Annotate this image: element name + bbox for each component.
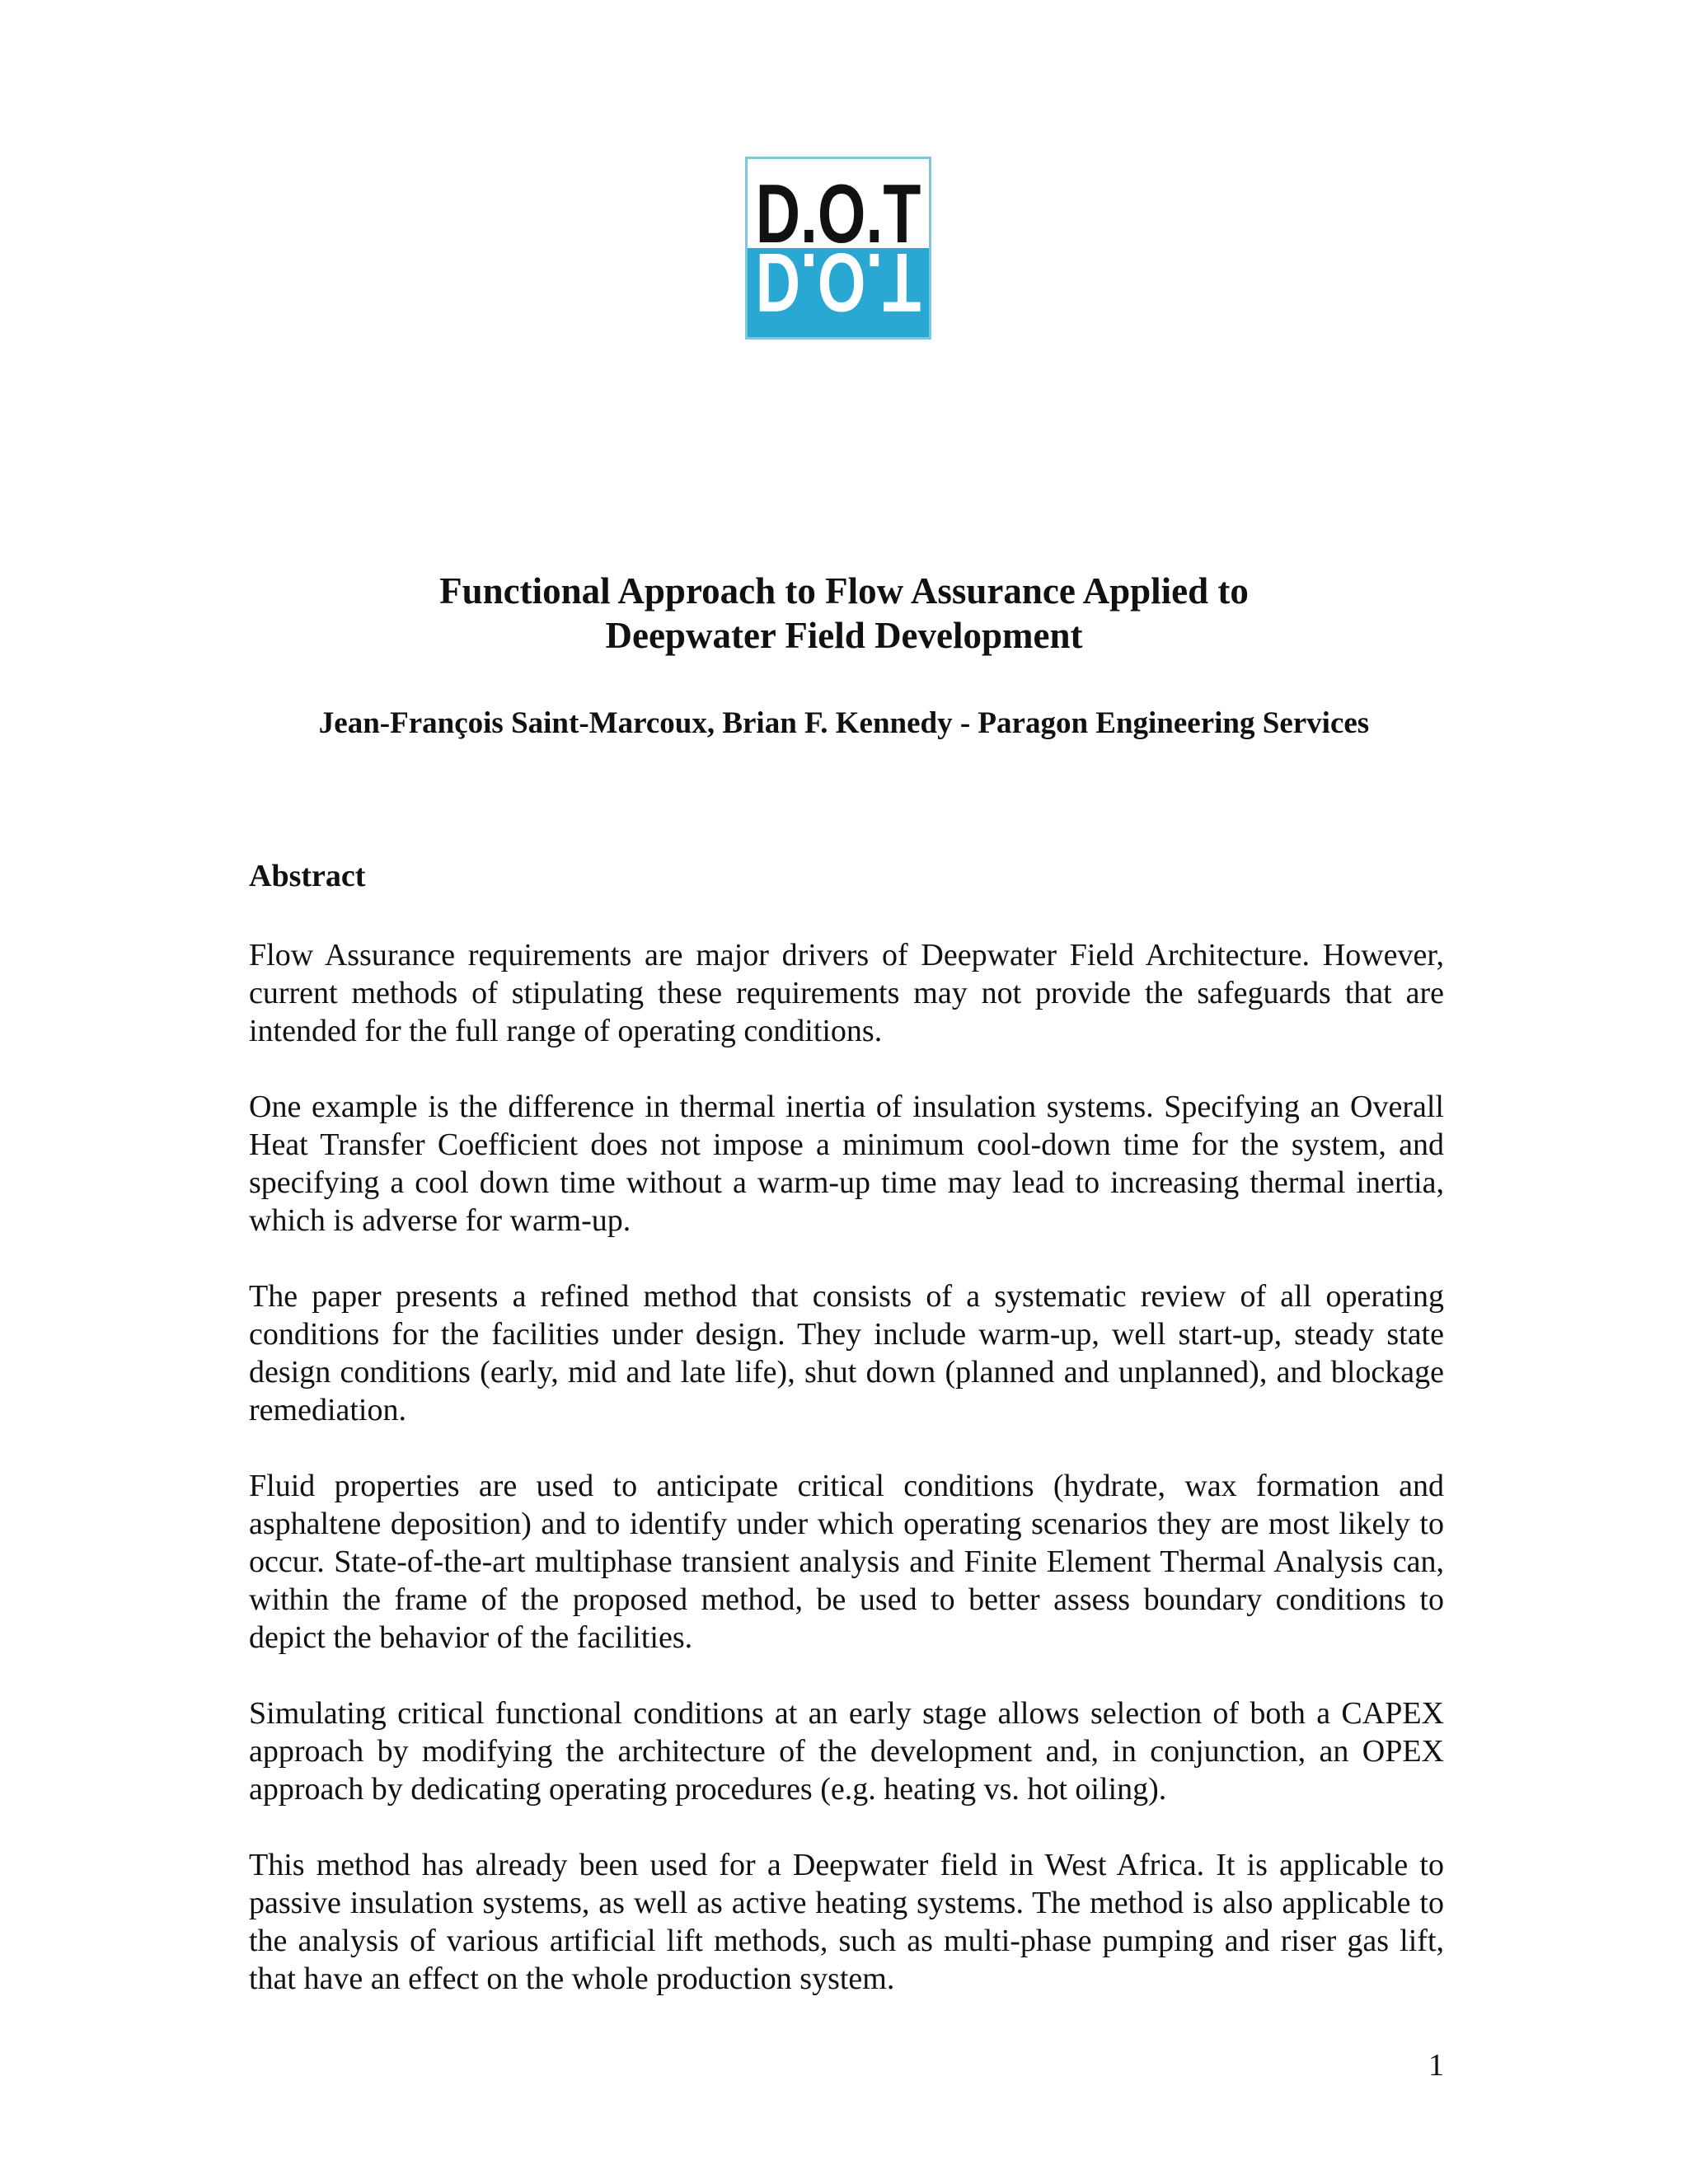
paper-title-line-1: Functional Approach to Flow Assurance Applied to <box>439 570 1249 612</box>
page-number: 1 <box>1428 2048 1444 2083</box>
abstract-paragraph: This method has already been used for a Deepwater field in West Africa. It is applicable to passive insulation systems, as well as active heating systems. The method is also applicable to the analysis of various artificial lift methods, such as multi-phase pumping and riser gas lift, that have an effect on the whole production system. <box>249 1848 1444 1996</box>
svg-text:D.O.T: D.O.T <box>755 235 921 329</box>
abstract-paragraph: The paper presents a refined method that consists of a systematic review of all operating conditions for the facilities under design. They include warm-up, well start-up, steady state design conditions (early, mid and late life), shut down (planned and unplanned), and blockage remediation. <box>249 1279 1444 1427</box>
abstract-body <box>249 936 1444 2036</box>
paper-title <box>0 569 1688 658</box>
author-line: Jean-François Saint-Marcoux, Brian F. Kennedy - Paragon Engineering Services <box>318 706 1370 740</box>
abstract-paragraph: Flow Assurance requirements are major drivers of Deepwater Field Architecture. However, current methods of stipulating these requirements may not provide the safeguards that are intended for the full range of operating conditions. <box>249 938 1444 1048</box>
paper-title-line-2: Deepwater Field Development <box>605 615 1083 656</box>
abstract-paragraph: Fluid properties are used to anticipate critical conditions (hydrate, wax formation and asphaltene deposition) and to identify under which operating scenarios they are most likely to occur. State-of-the-art multiphase transient analysis and Finite Element Thermal Analysis can, within the frame of the proposed method, be used to better assess boundary conditions to depict the behavior of the facilities. <box>249 1469 1444 1655</box>
abstract-paragraph: One example is the difference in thermal inertia of insulation systems. Specifying an Overall Heat Transfer Coefficient does not impose a minimum cool-down time for the system, and specifying a cool down time without a warm-up time may lead to increasing thermal inertia, which is adverse for warm-up. <box>249 1090 1444 1238</box>
dot-logo-graphic <box>748 159 929 337</box>
svg-text:D.O.T: D.O.T <box>755 167 921 261</box>
abstract-paragraph: Simulating critical functional conditions at an early stage allows selection of both a CAPEX approach by modifying the architecture of the development and, in conjunction, an OPEX approach by dedicating operating procedures (e.g. heating vs. hot oiling). <box>249 1696 1444 1807</box>
dot-logo <box>745 157 931 340</box>
abstract-heading: Abstract <box>249 859 366 893</box>
